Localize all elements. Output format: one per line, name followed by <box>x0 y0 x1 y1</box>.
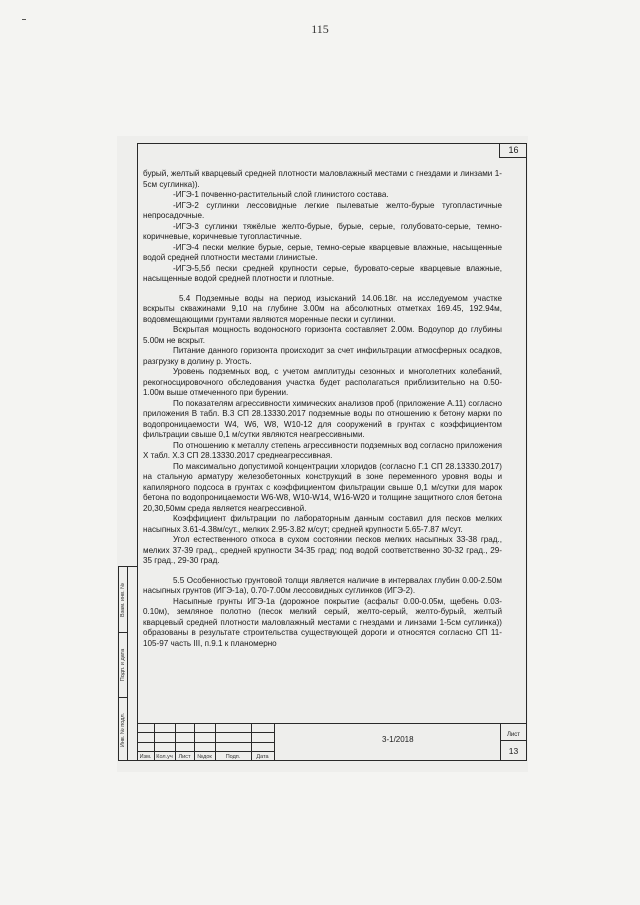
paragraph-spacer <box>143 285 502 294</box>
sheet-label: Лист <box>506 732 521 738</box>
sheet-corner-number: 16 <box>499 143 527 158</box>
paragraph: -ИГЭ-5,5б пески средней крупности серые, буровато-серые кварцевые влажные, насыщенные водой средней плотности и плотные. <box>143 263 502 283</box>
paragraph: -ИГЭ-1 почвенно-растительный слой глинистого состава. <box>173 190 389 199</box>
paragraph: 5.4 Подземные воды на период изысканий 14.06.18г. на исследуемом участке вскрыты скважинами 9,10 на глубине 3.00м на абсолютных отметках 169.45, 192.94м, водовмещающими грунтами являются моренные пески и суглинки. <box>143 293 502 324</box>
col-kol-uch: Кол.уч <box>156 754 173 760</box>
paragraph-spacer <box>143 567 502 576</box>
paragraph: Вскрытая мощность водоносного горизонта составляет 2.00м. Водоупор до глубины 5.00м не вскрыт. <box>143 325 502 345</box>
document-number: 3-1/2018 <box>382 735 414 744</box>
col-podp: Подп. <box>225 754 241 760</box>
title-block <box>137 723 527 761</box>
paragraph: Уровень подземных вод, с учетом амплитуды сезонных и многолетних колебаний, рекогносцировочного обследования участка будет располагаться приблизительно на 0.50-1.00м выше отмеченного при бурении. <box>143 367 502 397</box>
paragraph: -ИГЭ-3 суглинки тяжёлые желто-бурые, бурые, серые, голубовато-серые, темно-коричневые, коричневые тугопластичные. <box>143 221 502 241</box>
vzam-cell <box>119 567 127 632</box>
inv-podl-label: Инв. № подл. <box>120 712 127 747</box>
left-stamp-divider <box>127 567 128 760</box>
left-side-stamp <box>118 566 137 761</box>
podp-data-label: Подп. и дата <box>120 648 126 682</box>
inv-podl-cell <box>119 698 127 761</box>
col-izm: Изм. <box>139 754 152 760</box>
document-body <box>143 169 502 649</box>
vzam-label: Взам. инв. № <box>120 582 127 617</box>
col-ndok: №док <box>197 754 212 760</box>
paragraph: -ИГЭ-2 суглинки лессовидные легкие пылеватые желто-бурые тугопластичные непросадочные. <box>143 200 502 220</box>
paragraph: По показателям агрессивности химических анализов проб (приложение А.11) согласно приложения В табл. В.3 СП 28.13330.2017 подземные воды по отношению к бетону марки по водопроницаемости W4, W6, W8, W10-12 для сооружений в грунтах с коэффициентом фильтрации свыше 0,1 м/сутки являются неагрессивными. <box>143 398 502 439</box>
col-list: Лист <box>178 754 191 760</box>
scan-mark <box>22 19 26 20</box>
paragraph: По отношению к металлу степень агрессивности подземных вод согласно приложения Х табл. Х.3 СП 28.13330.2017 среднеагрессивная. <box>143 440 502 460</box>
paragraph: Угол естественного откоса в сухом состоянии песков мелких насыпных 33-38 град., мелких 37-39 град., средней крупности 34-35 град; под водой соответственно 30-32 град., 29-35 град., 29-30 град. <box>143 535 502 565</box>
paragraph: 5.5 Особенностью грунтовой толщи является наличие в интервалах глубин 0.00-2.50м насыпных грунтов (ИГЭ-1а), 0.70-7.00м лессовидных суглинков (ИГЭ-2). <box>143 575 502 595</box>
podp-data-cell <box>119 633 127 697</box>
paragraph: бурый, желтый кварцевый средней плотности маловлажный местами с гнездами и линзами 1-5см суглинка)). <box>143 169 502 189</box>
paragraph: -ИГЭ-4 пески мелкие бурые, серые, темно-серые кварцевые влажные, насыщенные водой средней плотности местами глинистые. <box>143 242 502 262</box>
paragraph: Питание данного горизонта происходит за счет инфильтрации атмосферных осадков, разгрузку в долину р. Угость. <box>143 346 502 366</box>
sheet-number: 13 <box>508 746 519 756</box>
paragraph: Коэффициент фильтрации по лабораторным данным составил для песков мелких насыпных 3.61-4.38м/сут., мелких 2.95-3.82 м/сут; средней крупности 5.65-7.87 м/сут. <box>143 514 502 534</box>
paragraph: По максимально допустимой концентрации хлоридов (согласно Г.1 СП 28.13330.2017) на стальную арматуру железобетонных конструкций в зоне переменного уровня воды и капилярного подсоса в грунтах с коэффициентом фильтрации свыше 0,1 м/сутки для марок бетона по водопроницаемости W6-W8, W10-W14, W16-W20 и толщине защитного слоя бетона 20,30,50мм среда является неагрессивной. <box>143 461 502 513</box>
page-number: 115 <box>311 22 329 36</box>
paragraph: Насыпные грунты ИГЭ-1а (дорожное покрытие (асфальт 0.00-0.05м, щебень 0.03-0.10м), земляное полотно (песок мелкий серый, желто-серый, желто-бурый, желтый кварцевый средней плотности маловлажный местами с гнездами и линзами 1-5см суглинка)) образованы в результате строительства существующей дороги и относятся согласно СП 11-105-97 часть III, п.9.1 к планомерно <box>143 596 502 648</box>
col-data: Дата <box>256 754 269 760</box>
